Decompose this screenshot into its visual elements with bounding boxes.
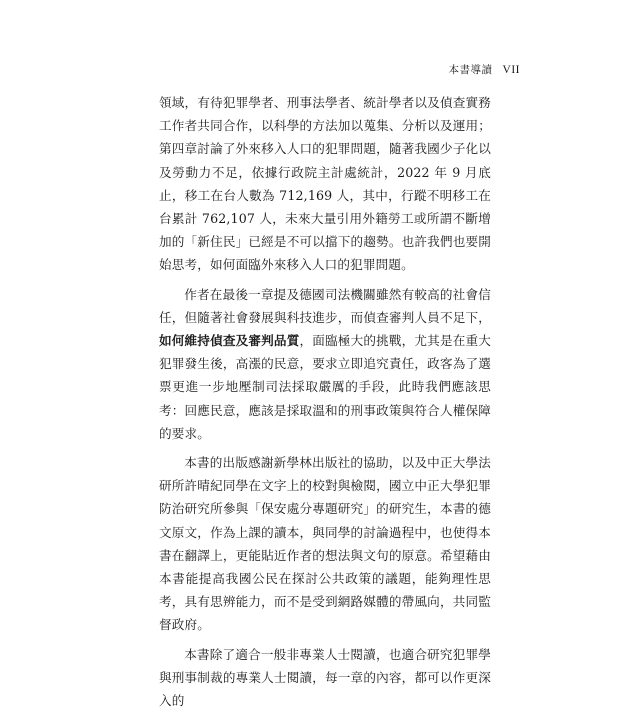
- running-head: [449, 62, 520, 78]
- text-run: 本書除了適合一般非專業人士閱讀，也適合研究犯罪學與刑事制裁的專業人士閱讀，每一章的內容，都可以作更深入的: [159, 646, 491, 709]
- paragraph-1: [159, 91, 491, 277]
- body-text: [159, 91, 491, 718]
- text-run: 作者在最後一章提及德國司法機關雖然有較高的社會信任，但隨著社會發展與科技進步，而偵查審判人員不足下，: [159, 286, 491, 325]
- text-run: 領域，有待犯罪學者、刑事法學者、統計學者以及偵查實務工作者共同合作，以科學的方法加以蒐集、分析以及運用；第四章討論了外來移入人口的犯罪問題，隨著我國少子化以及勞動力不足，依據行政院主計處統計，2022 年 9 月底止，移工在台人數為 712,169 人，其中，行蹤不明移工在台累計 762,107 人，未來大量引用外籍勞工或所謂不斷增加的「新住民」已經是不可以擋下的趨勢。也許我們也要開始思考，如何面臨外來移入人口的犯罪問題。: [159, 95, 491, 273]
- chapter-title: 本書導讀: [448, 64, 493, 76]
- paragraph-3: [159, 451, 491, 637]
- paragraph-2: [159, 283, 491, 445]
- page-number: VII: [502, 64, 520, 76]
- emphasis-text: 如何維持偵查及審判品質: [159, 333, 300, 349]
- text-run: 本書的出版感謝新學林出版社的協助，以及中正大學法研所許晴紀同學在文字上的校對與檢閱，國立中正大學犯罪防治研究所參與「保安處分專題研究」的研究生，本書的德文原文，作為上課的讀本，與同學的討論過程中，也使得本書在翻譯上，更能貼近作者的想法與文句的原意。希望藉由本書能提高我國公民在探討公共政策的議題，能夠理性思考，具有思辨能力，而不是受到網路媒體的帶風向，共同監督政府。: [159, 455, 491, 633]
- paragraph-4: [159, 643, 491, 713]
- text-run: ，面臨極大的挑戰，尤其是在重大犯罪發生後，高漲的民意，要求立即追究責任，政客為了選票更進一步地壓制司法採取嚴厲的手段，此時我們應該思考：回應民意，應該是採取溫和的刑事政策與符合人權保障的要求。: [159, 333, 492, 441]
